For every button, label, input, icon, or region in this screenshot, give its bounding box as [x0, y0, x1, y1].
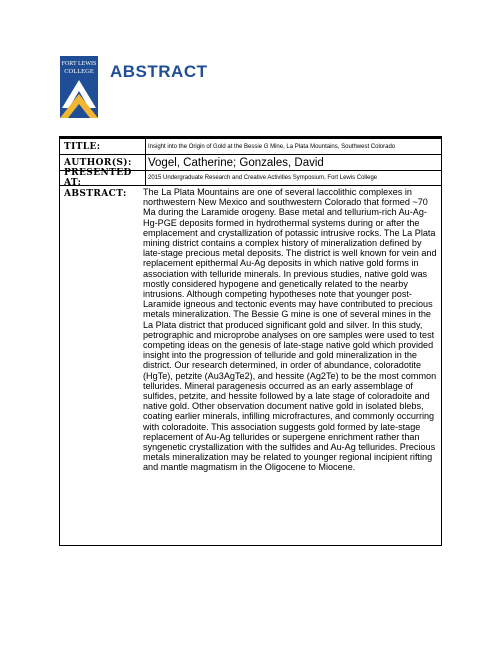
fort-lewis-college-logo: [60, 56, 98, 118]
presented-value: 2015 Undergraduate Research and Creative Activities Symposium, Fort Lewis College: [148, 175, 378, 181]
authors-label: AUTHOR(S):: [60, 155, 146, 170]
authors-value: Vogel, Catherine; Gonzales, David: [148, 156, 324, 169]
svg-text:FORT LEWIS: FORT LEWIS: [61, 61, 97, 67]
presented-label: PRESENTED AT:: [60, 171, 146, 185]
abstract-form: [59, 136, 442, 546]
title-value: Insight into the Origin of Gold at the Bessie G Mine, La Plata Mountains, Southwest Colorado: [148, 143, 396, 150]
svg-text:COLLEGE: COLLEGE: [64, 68, 94, 75]
abstract-label: ABSTRACT:: [64, 189, 127, 199]
abstract-text: The La Plata Mountains are one of several laccolithic complexes in northwestern New Mexico and southwestern Colorado that formed ~70 Ma during the Laramide orogeny. Base metal and tellurium-rich Au-Ag-Hg-PGE deposits formed in hydrothermal systems during or after the emplacement and crystallization of potassic intrusive rocks. The La Plata mining district contains a complex history of mineralization defined by late-stage precious metal deposits. The district is well known for vein and replacement epithermal Au-Ag deposits in which native gold forms in association with telluride minerals. In previous studies, native gold was mostly considered hypogene and genetically related to the nearby intrusions. Although competing hypotheses note that younger post-Laramide igneous and tectonic events may have contributed to precious metals mineralization. The Bessie G mine is one of several mines in the La Plata district that produced significant gold and silver. In this study, petrographic and microprobe analyses on ore samples were used to test competing ideas on the genesis of late-stage native gold which provided insight into the progression of telluride and gold mineralization in the district. Our research determined, in order of abundance, coloradotite (HgTe), petzite (Au3AgTe2), and hessite (Ag2Te) to be the most common tellurides. Mineral paragenesis occurred as an early assemblage of sulfides, petzite, and hessite followed by a late stage of coloradoite and native gold. Other observation document native gold in isolated blebs, coating earlier minerals, infilling microfractures, and commonly occurring with coloradoite. This association suggests gold formed by late-stage replacement of Au-Ag tellurides or supergene enrichment rather than syngenetic crystallization with the sulfides and Au-Ag tellurides. Precious metals mineralization may be related to younger regional incipient rifting and mantle magmatism in the Oligocene to Miocene.: [143, 187, 437, 473]
presented-row: [60, 168, 441, 188]
page-title: ABSTRACT: [110, 62, 208, 81]
title-row: [60, 139, 441, 155]
title-label: TITLE:: [60, 139, 146, 154]
abstract-row: [60, 186, 441, 473]
